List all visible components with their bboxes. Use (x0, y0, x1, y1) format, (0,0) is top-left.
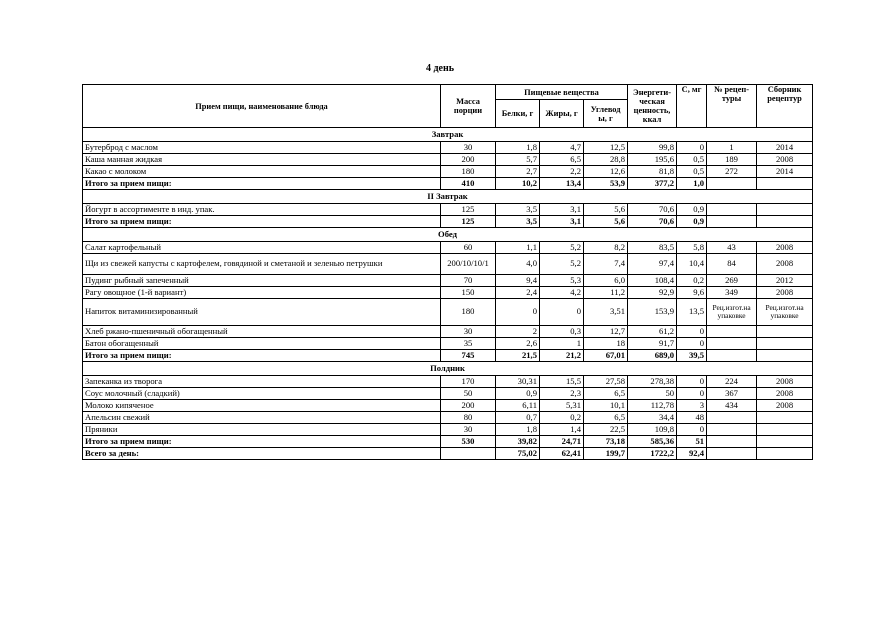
recipe-number: 43 (707, 242, 757, 254)
portion-mass: 30 (441, 326, 496, 338)
total-mass: 125 (441, 216, 496, 228)
dish-name: Апельсин свежий (83, 412, 441, 424)
vitc-value: 0,5 (677, 154, 707, 166)
protein-value: 30,31 (496, 376, 540, 388)
section-header (83, 190, 813, 204)
total-fat: 13,4 (540, 178, 584, 190)
protein-value: 1,1 (496, 242, 540, 254)
total-vitc: 39,5 (677, 350, 707, 362)
section-title: II Завтрак (83, 190, 813, 204)
total-mass: 410 (441, 178, 496, 190)
energy-value: 112,78 (628, 400, 677, 412)
dish-name: Щи из свежей капусты с картофелем, говядиной и сметаной и зеленью петрушки (83, 254, 441, 275)
protein-value: 2 (496, 326, 540, 338)
energy-value: 195,6 (628, 154, 677, 166)
section-title: Завтрак (83, 128, 813, 142)
total-vitc: 51 (677, 436, 707, 448)
table-row (83, 287, 813, 299)
header-nutrients: Пищевые вещества (496, 85, 628, 100)
recipe-collection (757, 424, 813, 436)
protein-value: 2,7 (496, 166, 540, 178)
total-carbs: 67,01 (584, 350, 628, 362)
total-label: Итого за прием пищи: (83, 436, 441, 448)
header-carbs: Углевод ы, г (584, 100, 628, 128)
energy-value: 70,6 (628, 204, 677, 216)
carbs-value: 7,4 (584, 254, 628, 275)
fat-value: 1,4 (540, 424, 584, 436)
recipe-number: 84 (707, 254, 757, 275)
dish-name: Каша манная жидкая (83, 154, 441, 166)
header-meal: Прием пищи, наименование блюда (83, 85, 441, 128)
recipe-collection (757, 412, 813, 424)
dish-name: Бутерброд с маслом (83, 142, 441, 154)
fat-value: 3,1 (540, 204, 584, 216)
portion-mass: 125 (441, 204, 496, 216)
carbs-value: 6,5 (584, 412, 628, 424)
protein-value: 6,11 (496, 400, 540, 412)
dish-name: Пряники (83, 424, 441, 436)
header-energy: Энергети-ческая ценность, ккал (628, 85, 677, 128)
empty-cell (757, 178, 813, 190)
energy-value: 61,2 (628, 326, 677, 338)
vitc-value: 0 (677, 326, 707, 338)
day-total-protein: 75,02 (496, 448, 540, 460)
fat-value: 5,3 (540, 275, 584, 287)
portion-mass: 200 (441, 154, 496, 166)
empty-cell (757, 436, 813, 448)
portion-mass: 70 (441, 275, 496, 287)
energy-value: 83,5 (628, 242, 677, 254)
dish-name: Пудинг рыбный запеченный (83, 275, 441, 287)
table-row (83, 388, 813, 400)
dish-name: Какао с молоком (83, 166, 441, 178)
total-label: Итого за прием пищи: (83, 350, 441, 362)
table-row (83, 204, 813, 216)
section-header (83, 128, 813, 142)
menu-table (82, 84, 813, 460)
total-label: Итого за прием пищи: (83, 216, 441, 228)
recipe-collection: 2008 (757, 376, 813, 388)
protein-value: 5,7 (496, 154, 540, 166)
total-fat: 3,1 (540, 216, 584, 228)
header-vitc: С, мг (677, 85, 707, 128)
vitc-value: 0 (677, 338, 707, 350)
fat-value: 5,2 (540, 254, 584, 275)
header-mass: Масса порции (441, 85, 496, 128)
energy-value: 50 (628, 388, 677, 400)
portion-mass: 180 (441, 166, 496, 178)
carbs-value: 28,8 (584, 154, 628, 166)
dish-name: Йогурт в ассортименте в инд. упак. (83, 204, 441, 216)
total-protein: 10,2 (496, 178, 540, 190)
vitc-value: 5,8 (677, 242, 707, 254)
recipe-number (707, 424, 757, 436)
energy-value: 97,4 (628, 254, 677, 275)
total-protein: 3,5 (496, 216, 540, 228)
fat-value: 15,5 (540, 376, 584, 388)
total-energy: 377,2 (628, 178, 677, 190)
carbs-value: 8,2 (584, 242, 628, 254)
fat-value: 5,2 (540, 242, 584, 254)
recipe-number: 434 (707, 400, 757, 412)
portion-mass: 50 (441, 388, 496, 400)
portion-mass: 30 (441, 142, 496, 154)
table-row (83, 166, 813, 178)
carbs-value: 6,5 (584, 388, 628, 400)
portion-mass: 170 (441, 376, 496, 388)
total-energy: 689,0 (628, 350, 677, 362)
vitc-value: 10,4 (677, 254, 707, 275)
carbs-value: 3,51 (584, 299, 628, 326)
recipe-number: Рец.изгот.на упаковке (707, 299, 757, 326)
energy-value: 81,8 (628, 166, 677, 178)
total-mass: 530 (441, 436, 496, 448)
total-vitc: 0,9 (677, 216, 707, 228)
empty-cell (757, 448, 813, 460)
total-row (83, 350, 813, 362)
carbs-value: 22,5 (584, 424, 628, 436)
section-header (83, 362, 813, 376)
recipe-number (707, 204, 757, 216)
fat-value: 1 (540, 338, 584, 350)
energy-value: 153,9 (628, 299, 677, 326)
total-fat: 24,71 (540, 436, 584, 448)
table-row (83, 376, 813, 388)
day-total-carbs: 199,7 (584, 448, 628, 460)
dish-name: Молоко кипяченое (83, 400, 441, 412)
portion-mass: 150 (441, 287, 496, 299)
empty-cell (707, 350, 757, 362)
total-row (83, 436, 813, 448)
carbs-value: 6,0 (584, 275, 628, 287)
total-energy: 585,36 (628, 436, 677, 448)
recipe-collection: 2008 (757, 287, 813, 299)
total-carbs: 53,9 (584, 178, 628, 190)
total-fat: 21,2 (540, 350, 584, 362)
portion-mass: 30 (441, 424, 496, 436)
header-protein: Белки, г (496, 100, 540, 128)
table-row (83, 254, 813, 275)
vitc-value: 48 (677, 412, 707, 424)
dish-name: Салат картофельный (83, 242, 441, 254)
fat-value: 2,2 (540, 166, 584, 178)
recipe-collection: Рец.изгот.на упаковке (757, 299, 813, 326)
energy-value: 34,4 (628, 412, 677, 424)
empty-cell (707, 448, 757, 460)
fat-value: 2,3 (540, 388, 584, 400)
total-protein: 39,82 (496, 436, 540, 448)
carbs-value: 12,6 (584, 166, 628, 178)
table-row (83, 242, 813, 254)
recipe-number (707, 338, 757, 350)
recipe-collection: 2008 (757, 242, 813, 254)
portion-mass: 180 (441, 299, 496, 326)
protein-value: 0,7 (496, 412, 540, 424)
fat-value: 4,2 (540, 287, 584, 299)
recipe-number: 367 (707, 388, 757, 400)
recipe-collection (757, 338, 813, 350)
protein-value: 1,8 (496, 424, 540, 436)
vitc-value: 0 (677, 424, 707, 436)
energy-value: 99,8 (628, 142, 677, 154)
total-energy: 70,6 (628, 216, 677, 228)
menu-body (83, 128, 813, 460)
recipe-number: 269 (707, 275, 757, 287)
carbs-value: 5,6 (584, 204, 628, 216)
recipe-number: 349 (707, 287, 757, 299)
recipe-collection (757, 326, 813, 338)
fat-value: 4,7 (540, 142, 584, 154)
protein-value: 2,4 (496, 287, 540, 299)
total-row (83, 216, 813, 228)
page-title: 4 день (425, 63, 455, 74)
recipe-collection: 2008 (757, 388, 813, 400)
section-title: Полдник (83, 362, 813, 376)
recipe-number: 224 (707, 376, 757, 388)
total-vitc: 1,0 (677, 178, 707, 190)
recipe-collection (757, 204, 813, 216)
day-total-label: Всего за день: (83, 448, 441, 460)
protein-value: 4,0 (496, 254, 540, 275)
carbs-value: 12,5 (584, 142, 628, 154)
table-row (83, 424, 813, 436)
carbs-value: 11,2 (584, 287, 628, 299)
portion-mass: 35 (441, 338, 496, 350)
recipe-collection: 2008 (757, 400, 813, 412)
protein-value: 9,4 (496, 275, 540, 287)
total-mass: 745 (441, 350, 496, 362)
vitc-value: 0 (677, 376, 707, 388)
fat-value: 0,2 (540, 412, 584, 424)
recipe-number: 1 (707, 142, 757, 154)
table-row (83, 326, 813, 338)
total-row (83, 178, 813, 190)
dish-name: Запеканка из творога (83, 376, 441, 388)
table-row (83, 412, 813, 424)
vitc-value: 0,5 (677, 166, 707, 178)
empty-cell (707, 178, 757, 190)
vitc-value: 3 (677, 400, 707, 412)
energy-value: 109,8 (628, 424, 677, 436)
total-carbs: 5,6 (584, 216, 628, 228)
protein-value: 1,8 (496, 142, 540, 154)
recipe-number (707, 326, 757, 338)
dish-name: Батон обогащенный (83, 338, 441, 350)
vitc-value: 13,5 (677, 299, 707, 326)
recipe-collection: 2008 (757, 154, 813, 166)
empty-cell (441, 448, 496, 460)
protein-value: 0 (496, 299, 540, 326)
recipe-collection: 2014 (757, 166, 813, 178)
vitc-value: 0,2 (677, 275, 707, 287)
energy-value: 91,7 (628, 338, 677, 350)
vitc-value: 9,6 (677, 287, 707, 299)
header-fat: Жиры, г (540, 100, 584, 128)
carbs-value: 18 (584, 338, 628, 350)
portion-mass: 60 (441, 242, 496, 254)
header-recipe-no: № рецеп-туры (707, 85, 757, 128)
section-header (83, 228, 813, 242)
dish-name: Хлеб ржано-пшеничный обогащенный (83, 326, 441, 338)
dish-name: Соус молочный (сладкий) (83, 388, 441, 400)
recipe-number (707, 412, 757, 424)
recipe-number: 272 (707, 166, 757, 178)
recipe-collection: 2014 (757, 142, 813, 154)
carbs-value: 10,1 (584, 400, 628, 412)
table-row (83, 400, 813, 412)
vitc-value: 0 (677, 388, 707, 400)
day-total-vitc: 92,4 (677, 448, 707, 460)
empty-cell (707, 216, 757, 228)
fat-value: 5,31 (540, 400, 584, 412)
empty-cell (757, 216, 813, 228)
carbs-value: 12,7 (584, 326, 628, 338)
total-carbs: 73,18 (584, 436, 628, 448)
table-row (83, 142, 813, 154)
table-row (83, 275, 813, 287)
table-row (83, 154, 813, 166)
day-total-fat: 62,41 (540, 448, 584, 460)
carbs-value: 27,58 (584, 376, 628, 388)
recipe-collection: 2008 (757, 254, 813, 275)
energy-value: 92,9 (628, 287, 677, 299)
empty-cell (707, 436, 757, 448)
fat-value: 0 (540, 299, 584, 326)
vitc-value: 0,9 (677, 204, 707, 216)
empty-cell (757, 350, 813, 362)
energy-value: 278,38 (628, 376, 677, 388)
dish-name: Напиток витаминизированный (83, 299, 441, 326)
total-label: Итого за прием пищи: (83, 178, 441, 190)
table-row (83, 338, 813, 350)
protein-value: 3,5 (496, 204, 540, 216)
header-collection: Сборник рецептур (757, 85, 813, 128)
protein-value: 0,9 (496, 388, 540, 400)
energy-value: 108,4 (628, 275, 677, 287)
fat-value: 6,5 (540, 154, 584, 166)
day-total-row (83, 448, 813, 460)
total-protein: 21,5 (496, 350, 540, 362)
section-title: Обед (83, 228, 813, 242)
day-total-energy: 1722,2 (628, 448, 677, 460)
portion-mass: 200 (441, 400, 496, 412)
vitc-value: 0 (677, 142, 707, 154)
fat-value: 0,3 (540, 326, 584, 338)
dish-name: Рагу овощное (1-й вариант) (83, 287, 441, 299)
protein-value: 2,6 (496, 338, 540, 350)
portion-mass: 200/10/10/1 (441, 254, 496, 275)
table-row (83, 299, 813, 326)
recipe-number: 189 (707, 154, 757, 166)
portion-mass: 80 (441, 412, 496, 424)
recipe-collection: 2012 (757, 275, 813, 287)
